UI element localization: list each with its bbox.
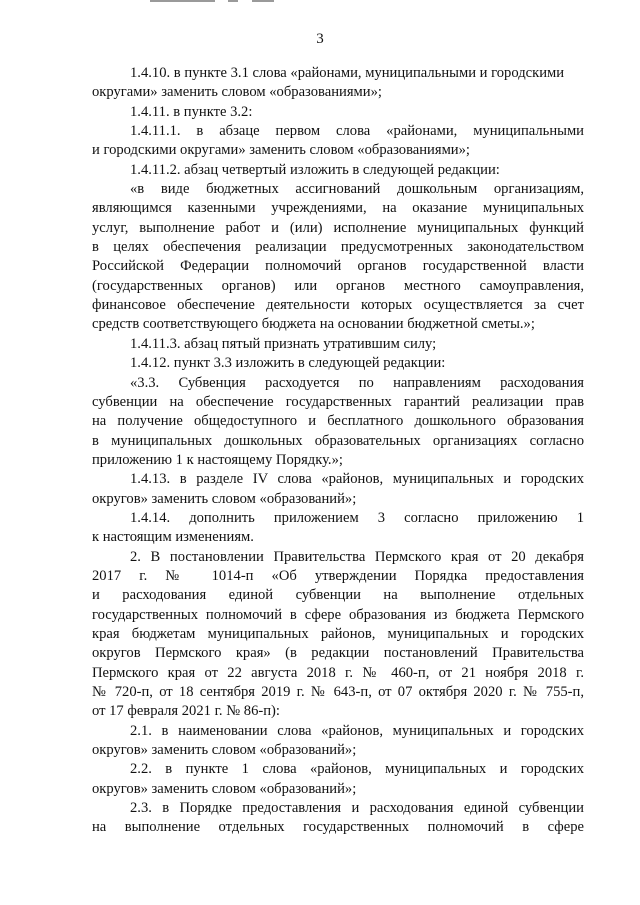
scan-edge-line [150, 0, 215, 2]
document-body [92, 64, 584, 838]
text-line: и расходования единой субвенции на выполнение отдельных [92, 587, 584, 604]
page-number: 3 [316, 31, 324, 47]
text-line: 2.3. в Порядке предоставления и расходования единой субвенции [130, 800, 584, 817]
text-line: 2.1. в наименовании слова «районов, муниципальных и городских [130, 722, 584, 739]
text-line: услуг, выполнение работ и (или) исполнение муниципальных функций [92, 219, 584, 236]
text-line: приложению 1 к настоящему Порядку.»; [92, 451, 343, 468]
text-line: Российской Федерации полномочий органов государственной власти [92, 258, 584, 275]
text-line: 1.4.11.3. абзац пятый признать утратившим силу; [130, 335, 437, 352]
text-line: на выполнение отдельных государственных полномочий в сфере [92, 819, 584, 836]
text-line: в целях обеспечения реализации предусмотренных законодательством [92, 239, 584, 256]
text-line: Пермского края от 22 августа 2018 г. № 460-п, от 21 ноября 2018 г. [92, 664, 584, 681]
text-line: округов» заменить словом «образований»; [92, 742, 357, 759]
text-line: в муниципальных дошкольных образовательных организациях согласно [92, 432, 584, 449]
text-line: 1.4.12. пункт 3.3 изложить в следующей редакции: [130, 355, 446, 372]
scan-edge-line [228, 0, 238, 2]
text-line: (государственных органов) или органов местного самоуправления, [92, 277, 584, 294]
text-line: 1.4.11.2. абзац четвертый изложить в следующей редакции: [130, 161, 500, 178]
text-line: 2. В постановлении Правительства Пермского края от 20 декабря [130, 548, 584, 565]
text-line: 1.4.11. в пункте 3.2: [130, 103, 253, 120]
text-line: государственных полномочий в сфере образования из бюджета Пермского [92, 606, 584, 623]
text-line: 2.2. в пункте 1 слова «районов, муниципальных и городских [130, 761, 584, 778]
text-line: на получение общедоступного и бесплатного дошкольного образования [92, 413, 584, 430]
text-line: округов» заменить словом «образований»; [92, 780, 357, 797]
text-line: 1.4.10. в пункте 3.1 слова «районами, муниципальными и городскими [130, 65, 565, 81]
text-line: к настоящим изменениям. [92, 529, 254, 546]
text-line: от 17 февраля 2021 г. № 86-п): [92, 703, 280, 720]
text-line: округов» заменить словом «образований»; [92, 490, 357, 507]
text-line: финансовое обеспечение деятельности которых осуществляется за счет [92, 297, 584, 314]
text-line: края бюджетам муниципальных районов, муниципальных и городских [92, 625, 584, 642]
text-line: «3.3. Субвенция расходуется по направлениям расходования [130, 374, 584, 391]
text-line: 2017 г. № 1014-п «Об утверждении Порядка предоставления [92, 567, 584, 584]
text-line: «в виде бюджетных ассигнований дошкольным организациям, [130, 181, 584, 198]
text-line: средств соответствующего бюджета на основании бюджетной сметы.»; [92, 316, 535, 333]
text-line: № 720-п, от 18 сентября 2019 г. № 643-п, от 07 октября 2020 г. № 755-п, [92, 684, 584, 700]
text-line: являющимся казенными учреждениями, на оказание муниципальных [92, 200, 584, 217]
text-line: 1.4.13. в разделе IV слова «районов, муниципальных и городских [130, 471, 584, 488]
text-line: и городскими округами» заменить словом «образованиями»; [92, 142, 470, 159]
text-line: округами» заменить словом «образованиями»; [92, 84, 382, 101]
text-line: субвенции на обеспечение государственных гарантий реализации прав [92, 393, 584, 410]
scan-edge-line [252, 0, 274, 2]
text-line: 1.4.14. дополнить приложением 3 согласно приложению 1 [130, 509, 584, 526]
text-line: округов Пермского края» (в редакции постановлений Правительства [92, 645, 584, 662]
text-line: 1.4.11.1. в абзаце первом слова «районами, муниципальными [130, 123, 584, 140]
